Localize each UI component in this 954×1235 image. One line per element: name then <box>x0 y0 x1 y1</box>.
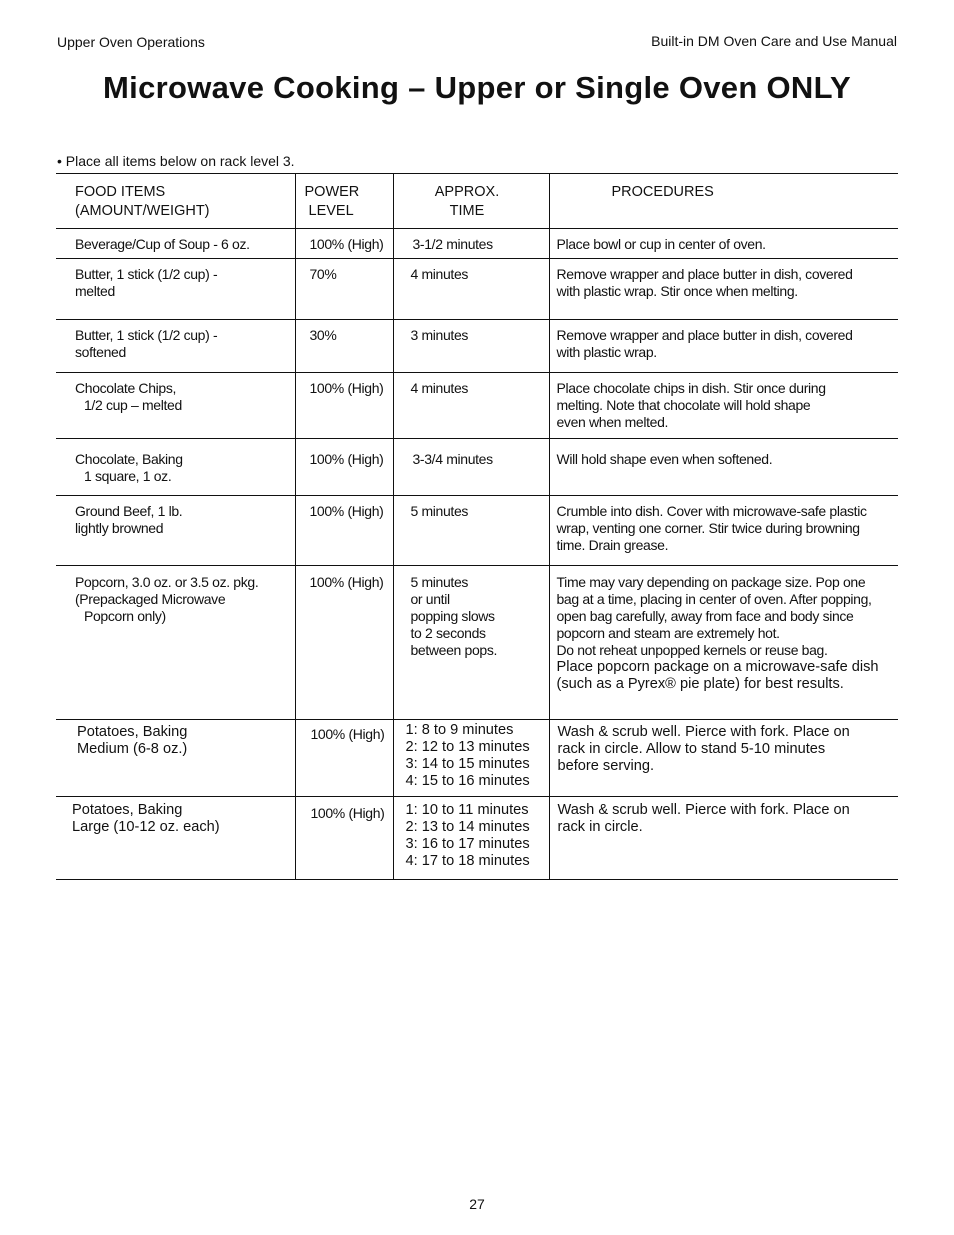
food-line: softened <box>75 344 126 360</box>
food-line: Potatoes, Baking <box>72 802 183 818</box>
table-row <box>56 720 898 797</box>
table-row <box>56 259 898 320</box>
power-cell <box>295 496 393 566</box>
food-cell <box>56 566 295 720</box>
page-title: Microwave Cooking – Upper or Single Oven ONLY <box>103 70 851 105</box>
procedure-line: Place chocolate chips in dish. Stir once during <box>556 380 826 396</box>
procedure-line: with plastic wrap. <box>556 344 657 360</box>
time-cell <box>393 373 549 439</box>
power-cell <box>295 439 393 496</box>
table-header-row <box>56 174 898 229</box>
procedure-line: time. Drain grease. <box>556 537 669 553</box>
procedure-line: rack in circle. <box>557 819 643 835</box>
table-row <box>56 373 898 439</box>
procedure-line: melting. Note that chocolate will hold shape <box>556 397 811 413</box>
procedure-line: wrap, venting one corner. Stir twice during browning <box>556 520 860 536</box>
procedure-line: Time may vary depending on package size. Pop one <box>556 574 866 590</box>
power-level: 100% (High) <box>310 726 385 742</box>
procedure-cell <box>549 439 898 496</box>
power-level: 100% (High) <box>309 451 384 467</box>
table-row <box>56 320 898 373</box>
power-cell <box>295 797 393 880</box>
col-header-time-line2: TIME <box>449 203 485 219</box>
time-cell <box>393 229 549 259</box>
header-section: Upper Oven Operations <box>57 34 205 50</box>
time-line: 3 minutes <box>410 327 469 343</box>
col-header-power <box>295 174 393 229</box>
procedure-line: Remove wrapper and place butter in dish, covered <box>556 327 853 343</box>
food-line: 1 square, 1 oz. <box>84 468 172 484</box>
time-line: 3-1/2 minutes <box>412 236 493 252</box>
power-level: 30% <box>309 327 337 343</box>
power-level: 100% (High) <box>309 503 384 519</box>
time-line: 4: 17 to 18 minutes <box>405 853 530 869</box>
col-header-food-line1: FOOD ITEMS <box>75 184 166 200</box>
time-line: 4 minutes <box>410 380 469 396</box>
procedure-cell <box>549 320 898 373</box>
time-line: 3: 16 to 17 minutes <box>405 836 530 852</box>
time-cell <box>393 259 549 320</box>
procedure-cell <box>549 566 898 720</box>
procedure-cell <box>549 259 898 320</box>
time-line: 2: 12 to 13 minutes <box>405 739 530 755</box>
procedure-line: (such as a Pyrex® pie plate) for best results. <box>556 676 844 692</box>
time-cell <box>393 320 549 373</box>
food-cell <box>56 229 295 259</box>
time-line: 3-3/4 minutes <box>412 451 493 467</box>
procedure-cell <box>549 373 898 439</box>
power-cell <box>295 320 393 373</box>
procedure-line: Wash & scrub well. Pierce with fork. Place on <box>557 724 850 740</box>
food-line: Beverage/Cup of Soup - 6 oz. <box>75 236 250 252</box>
power-cell <box>295 259 393 320</box>
time-line: popping slows <box>410 608 495 624</box>
food-line: Ground Beef, 1 lb. <box>75 503 183 519</box>
food-cell <box>56 720 295 797</box>
time-cell <box>393 496 549 566</box>
food-line: Potatoes, Baking <box>77 724 188 740</box>
power-cell <box>295 373 393 439</box>
procedure-line: open bag carefully, away from face and body since <box>556 608 854 624</box>
time-cell <box>393 797 549 880</box>
procedure-line: even when melted. <box>556 414 669 430</box>
col-header-food <box>56 174 295 229</box>
procedure-line: Do not reheat unpopped kernels or reuse bag. <box>556 642 828 658</box>
food-line: (Prepackaged Microwave <box>75 591 226 607</box>
food-line: Large (10-12 oz. each) <box>72 819 220 835</box>
procedure-line: Remove wrapper and place butter in dish, covered <box>556 266 853 282</box>
food-cell <box>56 373 295 439</box>
power-cell <box>295 566 393 720</box>
rack-note: • Place all items below on rack level 3. <box>57 153 295 169</box>
procedure-line: rack in circle. Allow to stand 5-10 minutes <box>557 741 826 757</box>
procedure-cell <box>549 229 898 259</box>
food-cell <box>56 496 295 566</box>
header-manual-title: Built-in DM Oven Care and Use Manual <box>651 33 897 49</box>
procedure-line: bag at a time, placing in center of oven. After popping, <box>556 591 872 607</box>
time-cell <box>393 720 549 797</box>
procedure-cell <box>549 496 898 566</box>
power-level: 100% (High) <box>309 236 384 252</box>
col-header-power-line2: LEVEL <box>308 203 354 219</box>
time-line: to 2 seconds <box>410 625 486 641</box>
procedure-cell <box>549 720 898 797</box>
power-level: 100% (High) <box>309 574 384 590</box>
col-header-procedures-line1: PROCEDURES <box>611 184 714 200</box>
microwave-cooking-table <box>56 173 898 880</box>
col-header-time-line1: APPROX. <box>434 184 500 200</box>
procedure-line: before serving. <box>557 758 655 774</box>
procedure-line: Place bowl or cup in center of oven. <box>556 236 766 252</box>
time-line: 5 minutes <box>410 574 469 590</box>
time-line: between pops. <box>410 642 498 658</box>
time-line: 3: 14 to 15 minutes <box>405 756 530 772</box>
table-row <box>56 566 898 720</box>
col-header-power-line1: POWER <box>304 184 360 200</box>
food-line: Popcorn only) <box>84 608 166 624</box>
table-row <box>56 496 898 566</box>
procedure-line: Crumble into dish. Cover with microwave-safe plastic <box>556 503 867 519</box>
power-cell <box>295 229 393 259</box>
time-line: 5 minutes <box>410 503 469 519</box>
food-line: lightly browned <box>75 520 164 536</box>
food-cell <box>56 320 295 373</box>
power-level: 100% (High) <box>310 805 385 821</box>
time-line: 2: 13 to 14 minutes <box>405 819 530 835</box>
procedure-line: with plastic wrap. Stir once when melting. <box>556 283 798 299</box>
procedure-line: Wash & scrub well. Pierce with fork. Place on <box>557 802 850 818</box>
food-cell <box>56 439 295 496</box>
food-line: Medium (6-8 oz.) <box>77 741 188 757</box>
food-line: Butter, 1 stick (1/2 cup) - <box>75 266 218 282</box>
col-header-time <box>393 174 549 229</box>
time-cell <box>393 439 549 496</box>
time-cell <box>393 566 549 720</box>
time-line: 4: 15 to 16 minutes <box>405 773 530 789</box>
food-cell <box>56 259 295 320</box>
procedure-line: Will hold shape even when softened. <box>556 451 773 467</box>
power-level: 100% (High) <box>309 380 384 396</box>
procedure-line: Place popcorn package on a microwave-safe dish <box>556 659 879 675</box>
food-line: Chocolate, Baking <box>75 451 183 467</box>
time-line: 1: 10 to 11 minutes <box>405 802 529 818</box>
time-line: 4 minutes <box>410 266 469 282</box>
power-cell <box>295 720 393 797</box>
power-level: 70% <box>309 266 337 282</box>
food-line: 1/2 cup – melted <box>84 397 182 413</box>
procedure-line: popcorn and steam are extremely hot. <box>556 625 780 641</box>
food-line: Popcorn, 3.0 oz. or 3.5 oz. pkg. <box>75 574 259 590</box>
food-line: Butter, 1 stick (1/2 cup) - <box>75 327 218 343</box>
time-line: 1: 8 to 9 minutes <box>405 722 514 738</box>
food-line: melted <box>75 283 115 299</box>
table-row <box>56 797 898 880</box>
time-line: or until <box>410 591 450 607</box>
page-number: 27 <box>469 1196 485 1212</box>
procedure-cell <box>549 797 898 880</box>
table-row <box>56 229 898 259</box>
table-row <box>56 439 898 496</box>
col-header-food-line2: (AMOUNT/WEIGHT) <box>75 203 210 219</box>
col-header-procedures <box>549 174 898 229</box>
food-cell <box>56 797 295 880</box>
food-line: Chocolate Chips, <box>75 380 177 396</box>
